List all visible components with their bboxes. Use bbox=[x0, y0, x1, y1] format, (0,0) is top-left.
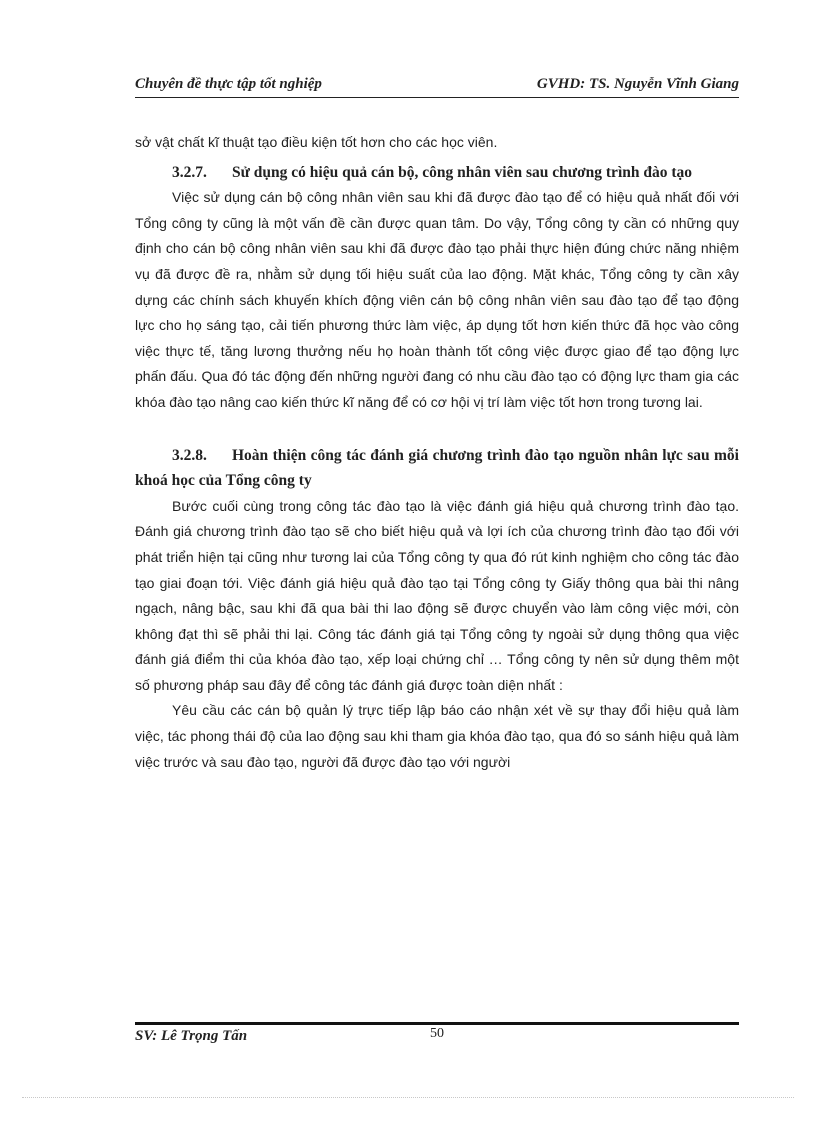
page-header bbox=[135, 74, 739, 96]
header-advisor: GVHD: TS. Nguyễn Vĩnh Giang bbox=[536, 76, 739, 92]
header-report-title: Chuyên đề thực tập tốt nghiệp bbox=[135, 76, 322, 92]
header-divider bbox=[135, 97, 739, 98]
footer-student-name: SV: Lê Trọng Tấn bbox=[135, 1028, 248, 1044]
section-number: 3.2.8. bbox=[172, 446, 207, 464]
section-title: Sử dụng có hiệu quả cán bộ, công nhân viên sau chương trình đào tạo bbox=[232, 163, 693, 181]
continuation-line: sở vật chất kĩ thuật tạo điều kiện tốt hơn cho các học viên. bbox=[135, 134, 498, 150]
paragraph-2: Bước cuối cùng trong công tác đào tạo là việc đánh giá hiệu quả chương trình đào tạo. Đánh giá chương trình đào tạo sẽ cho biết hiệu quả và lợi ích của chương trình đào tạo đối với phát triển hiện tại cũng như tương lai của Tổng công ty qua đó rút kinh nghiệm cho công tác đào tạo giai đoạn tới. Việc đánh giá hiệu quả đào tạo tại Tổng công ty Giấy thông qua bài thi nâng ngạch, nâng bậc, sau khi đã qua bài thi lao động sẽ được chuyển vào làm công việc mới, còn không đạt thì sẽ phải thi lại. Công tác đánh giá tại Tổng công ty ngoài sử dụng thông qua việc đánh giá điểm thi của khóa đào tạo, xếp loại chứng chỉ … Tổng công ty nên sử dụng thêm một số phương pháp sau đây để công tác đánh giá được toàn diện nhất : bbox=[135, 497, 739, 693]
spacer bbox=[135, 416, 739, 443]
page-bottom-border bbox=[22, 1097, 794, 1098]
footer-divider bbox=[135, 1022, 739, 1025]
section-heading-3-2-8 bbox=[135, 443, 739, 494]
section-heading-3-2-7 bbox=[135, 160, 739, 186]
section-number: 3.2.7. bbox=[172, 163, 207, 181]
section-title: Hoàn thiện công tác đánh giá chương trình đào tạo nguồn nhân lực sau mỗi khoá học của Tổng công ty bbox=[135, 446, 739, 490]
page-number: 50 bbox=[430, 1026, 444, 1041]
paragraph-3: Yêu cầu các cán bộ quản lý trực tiếp lập báo cáo nhận xét về sự thay đổi hiệu quả làm việc, tác phong thái độ của lao động sau khi tham gia khóa đào tạo, qua đó so sánh hiệu quả làm việc trước và sau đào tạo, người đã được đào tạo với người bbox=[135, 702, 739, 770]
paragraph-1: Việc sử dụng cán bộ công nhân viên sau khi đã được đào tạo để có hiệu quả nhất đối với Tổng công ty cũng là một vấn đề cần được quan tâm. Do vậy, Tổng công ty cần có những quy định cho cán bộ công nhân viên sau khi đã được đào tạo phải thực hiện đúng chức năng nhiệm vụ đã được đề ra, nhằm sử dụng tối hiệu suất của lao động. Mặt khác, Tổng công ty cần xây dựng các chính sách khuyến khích động viên cán bộ công nhân viên sau đào tạo để tạo động lực cho họ sáng tạo, cải tiến phương thức làm việc, áp dụng tốt hơn kiến thức đã học vào công việc thực tế, tăng lương thưởng nếu họ hoàn thành tốt công việc được giao để tạo động lực phấn đấu. Qua đó tác động đến những người đang có nhu cầu đào tạo có động lực tham gia các khóa đào tạo nâng cao kiến thức kĩ năng để có cơ hội vị trí làm việc tốt hơn trong tương lai. bbox=[135, 189, 739, 410]
page-body bbox=[135, 130, 739, 775]
